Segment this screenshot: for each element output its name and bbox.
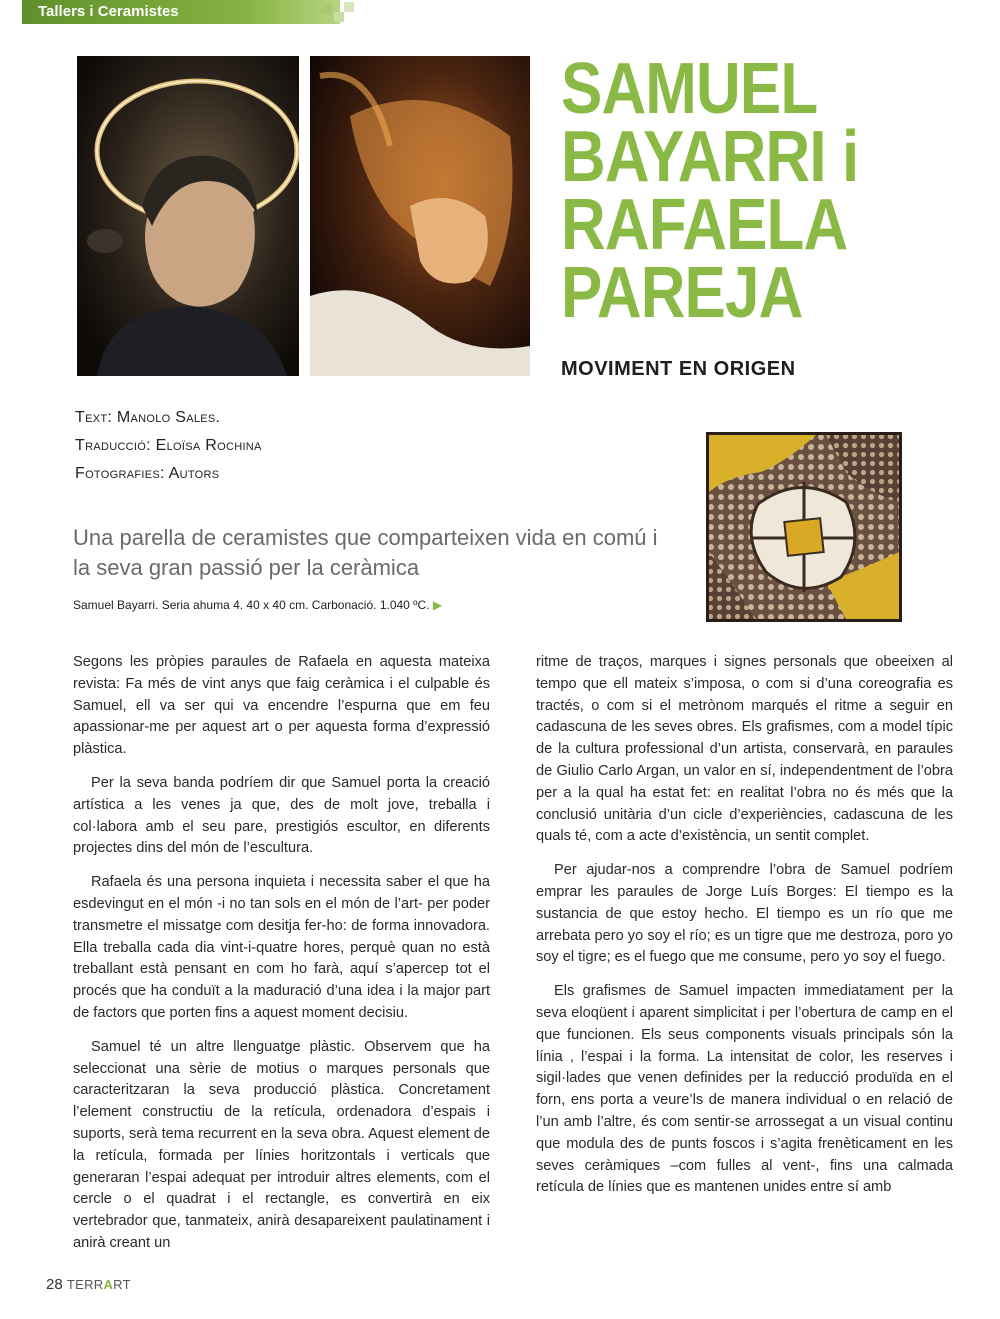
body-column-1 [73, 652, 490, 1267]
tab-decoration [322, 0, 358, 28]
body-paragraph: Els grafismes de Samuel impacten immediatament per la seva eloqüent i aparent simplicitat i per l’obertura de camp en el que funcionen. Els seus components visuals principals són la línia , l’espai i la forma. La intensitat de color, les reserves i sigil·lades que venen definides per la reducció produïda en el forn, ens porta a veure’ls de manera individual o en relació de l’un amb l’altre, és com sentir-se arrossegat a un visual continu que modula des de punts foscos i s’agita frenèticament en les seves ceràmiques –com fulles al vent-, fins una calmada retícula de línies que es mantenen unides entre sí amb [536, 983, 953, 1196]
body-paragraph: ritme de traços, marques i signes personals que obeeixen al tempo que ell mateix s’imposa, o com si d’una coreografia es tractés, o com si el metrònom marqués el ritme a seguir en cadascuna de les seves obres. Els grafismes, com a model típic de la cultura professional d’un artista, conservarà, en paraules de Giulio Carlo Argan, un valor en sí, independentment de l’obra per a la qual ha estat fet: en realitat l’obra no és més que la conclusió unitària d’un cicle d’experiències, cadascuna de les quals té, com a acte d’existència, un sentit complet. [536, 654, 953, 845]
body-column-2 [536, 652, 953, 1211]
magazine-brand [67, 1277, 131, 1292]
photo-rafaela [310, 56, 530, 376]
body-paragraph: Samuel té un altre llenguatge plàstic. Observem que ha seleccionat una sèrie de motius o marques personals que caracteritzaran la seva producció plàstica. Concretament l’element constructiu de la retícula, ordenadora d’espais i suports, serà tema recurrent en la seva obra. Aquest element de la retícula, formada per línies horitzontals i verticals que generaran l’espai adequat per introduir altres elements, com el cercle o el quadrat i el rectangle, es convertirà en eix vertebrador que, tanmateix, anirà desapareixent paulatinament i anirà creant un [73, 1038, 490, 1251]
artwork-caption [73, 598, 442, 612]
body-paragraph: Rafaela és una persona inquieta i necessita saber el que ha esdevingut en el món -i no tan sols en el món de l’art- per poder transmetre el missatge com desitja fer-ho: de forma innovadora. Ella treballa cada dia vint-i-quatre hores, perquè quan no està treballant està pensant en com ho farà, aquí s’apercep tot el procés que ha conduït a la maduració d’una idea i la major part de factors que porten fins a aquest moment decisiu. [73, 874, 490, 1021]
brand-accent: A [103, 1277, 114, 1292]
lead-paragraph: Una parella de ceramistes que comparteixen vida en comú i la seva gran passió per la ceràmica [73, 525, 658, 580]
credits [75, 404, 262, 488]
arrow-icon: ▶ [432, 598, 443, 612]
ceramic-artwork-image [706, 432, 902, 622]
body-paragraph: Per la seva banda podríem dir que Samuel porta la creació artística a les venes ja que, des de molt jove, treballa i col·labora amb el seu pare, prestigiós escultor, en diferents projectes dins del món de l’escultura. [73, 774, 490, 857]
article-title: SAMUEL BAYARRI i RAFAELA PAREJA [561, 49, 859, 333]
credit-text: Text: Manolo Sales. [75, 409, 221, 426]
body-paragraph: Per ajudar-nos a comprendre l’obra de Samuel podríem emprar les paraules de Jorge Luís Borges: El tiempo es la sustancia de que estoy hecho. El tiempo es un río que me arrebata pero yo soy el río; es un tigre que me destroza, poro yo soy el tigre; es el fuego que me consume, pero yo soy el fuego. [536, 862, 953, 966]
credit-photos: Fotografies: Autors [75, 465, 220, 482]
article-subtitle: MOVIMENT EN ORIGEN [561, 358, 796, 380]
page-number: 28 [46, 1276, 63, 1293]
credit-translation: Traducció: Eloïsa Rochina [75, 437, 262, 454]
section-tab: Tallers i Ceramistes [22, 0, 340, 24]
brand-part: TERR [66, 1277, 104, 1292]
page-footer [46, 1276, 131, 1293]
body-paragraph: Segons les pròpies paraules de Rafaela en aquesta mateixa revista: Fa més de vint anys que faig ceràmica i el culpable és Samuel, ell va ser qui va encendre l’espurna que em feu apassionar-me per aquest art o per aquesta forma d’expressió plàstica. [73, 654, 490, 758]
brand-part: RT [113, 1277, 131, 1292]
caption-text: Samuel Bayarri. Seria ahuma 4. 40 x 40 cm. Carbonació. 1.040 ºC. [73, 598, 430, 612]
photo-samuel [77, 56, 299, 376]
